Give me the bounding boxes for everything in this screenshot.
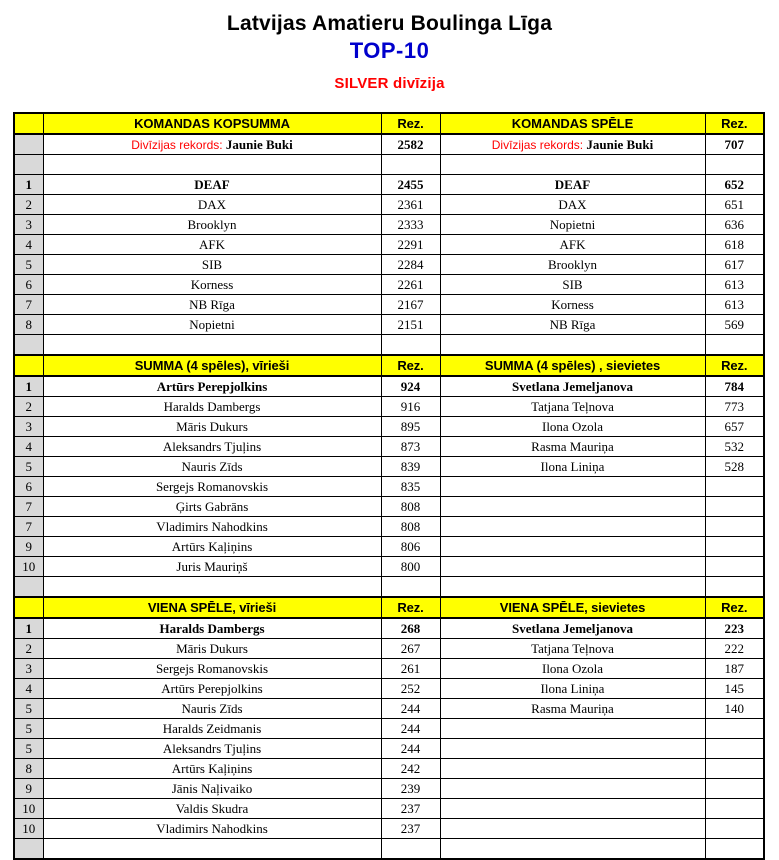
record-team-name: Jaunie Buki bbox=[586, 136, 654, 152]
section-header-rank-cell bbox=[14, 355, 43, 376]
row-rank: 3 bbox=[14, 215, 43, 235]
row-left-score: 2167 bbox=[381, 295, 440, 315]
row-right-score bbox=[705, 537, 764, 557]
row-left-name: DEAF bbox=[43, 175, 381, 195]
row-left-name: Vladimirs Nahodkins bbox=[43, 819, 381, 839]
results-table bbox=[13, 112, 765, 860]
title-block bbox=[0, 0, 779, 93]
row-left-score: 244 bbox=[381, 739, 440, 759]
row-right-score: 657 bbox=[705, 417, 764, 437]
row-rank: 5 bbox=[14, 739, 43, 759]
table-row[interactable] bbox=[14, 779, 764, 799]
row-right-name: Tatjana Teļnova bbox=[440, 639, 705, 659]
spacer-score-cell bbox=[381, 839, 440, 860]
spacer-row bbox=[14, 155, 764, 175]
row-right-name bbox=[440, 517, 705, 537]
row-rank: 8 bbox=[14, 759, 43, 779]
row-left-score: 244 bbox=[381, 719, 440, 739]
row-right-name: DEAF bbox=[440, 175, 705, 195]
division-label: SILVER divīzija bbox=[334, 75, 445, 92]
row-left-score: 237 bbox=[381, 799, 440, 819]
row-right-score: 784 bbox=[705, 376, 764, 397]
row-right-score bbox=[705, 779, 764, 799]
table-row[interactable] bbox=[14, 195, 764, 215]
spacer-name2-cell bbox=[440, 335, 705, 356]
row-rank: 5 bbox=[14, 719, 43, 739]
spacer-score-cell bbox=[381, 577, 440, 598]
row-right-score bbox=[705, 799, 764, 819]
row-right-score: 618 bbox=[705, 235, 764, 255]
row-right-name: Rasma Mauriņa bbox=[440, 699, 705, 719]
row-rank: 1 bbox=[14, 376, 43, 397]
row-left-score: 2151 bbox=[381, 315, 440, 335]
row-right-score: 613 bbox=[705, 295, 764, 315]
spacer-name2-cell bbox=[440, 577, 705, 598]
table-row[interactable] bbox=[14, 799, 764, 819]
row-rank: 9 bbox=[14, 537, 43, 557]
spacer-name-cell bbox=[43, 577, 381, 598]
row-left-score: 916 bbox=[381, 397, 440, 417]
row-left-score: 261 bbox=[381, 659, 440, 679]
row-left-name: Artūrs Kaļiņins bbox=[43, 759, 381, 779]
row-left-score: 808 bbox=[381, 497, 440, 517]
section-header-left-score-summa: Rez. bbox=[381, 355, 440, 376]
section-header-right-teams: KOMANDAS SPĒLE bbox=[440, 113, 705, 134]
row-left-name: DAX bbox=[43, 195, 381, 215]
section-header-rank-cell bbox=[14, 113, 43, 134]
spacer-score-cell bbox=[381, 335, 440, 356]
table-row[interactable] bbox=[14, 699, 764, 719]
row-rank: 7 bbox=[14, 517, 43, 537]
row-left-name: Nauris Zīds bbox=[43, 699, 381, 719]
results-table-body bbox=[14, 113, 764, 859]
row-left-score: 237 bbox=[381, 819, 440, 839]
row-left-name: Nauris Zīds bbox=[43, 457, 381, 477]
section-header-right-score-viena-spele: Rez. bbox=[705, 597, 764, 618]
row-right-name bbox=[440, 739, 705, 759]
row-rank: 7 bbox=[14, 497, 43, 517]
spacer-name2-cell bbox=[440, 839, 705, 860]
row-rank: 5 bbox=[14, 699, 43, 719]
spacer-name2-cell bbox=[440, 155, 705, 175]
section-header-left-viena-spele: VIENA SPĒLE, vīrieši bbox=[43, 597, 381, 618]
table-row[interactable] bbox=[14, 517, 764, 537]
row-right-name: Ilona Liniņa bbox=[440, 679, 705, 699]
row-left-score: 2455 bbox=[381, 175, 440, 195]
table-row[interactable] bbox=[14, 275, 764, 295]
section-header-row-teams bbox=[14, 113, 764, 134]
table-row[interactable] bbox=[14, 557, 764, 577]
row-right-name: Ilona Liniņa bbox=[440, 457, 705, 477]
row-right-name bbox=[440, 537, 705, 557]
table-row[interactable] bbox=[14, 255, 764, 275]
row-rank: 1 bbox=[14, 618, 43, 639]
row-right-score: 652 bbox=[705, 175, 764, 195]
spacer-name-cell bbox=[43, 839, 381, 860]
row-left-name: Aleksandrs Tjuļins bbox=[43, 739, 381, 759]
row-left-score: 252 bbox=[381, 679, 440, 699]
row-right-score: 636 bbox=[705, 215, 764, 235]
row-right-score bbox=[705, 517, 764, 537]
row-right-score bbox=[705, 759, 764, 779]
table-row[interactable] bbox=[14, 175, 764, 195]
row-rank: 4 bbox=[14, 235, 43, 255]
row-right-score: 617 bbox=[705, 255, 764, 275]
row-right-name bbox=[440, 819, 705, 839]
section-header-right-score-teams: Rez. bbox=[705, 113, 764, 134]
row-left-name: Vladimirs Nahodkins bbox=[43, 517, 381, 537]
row-right-score: 223 bbox=[705, 618, 764, 639]
row-right-score bbox=[705, 819, 764, 839]
row-left-name: Valdis Skudra bbox=[43, 799, 381, 819]
section-header-left-teams: KOMANDAS KOPSUMMA bbox=[43, 113, 381, 134]
row-left-name: Haralds Dambergs bbox=[43, 397, 381, 417]
row-right-score: 773 bbox=[705, 397, 764, 417]
row-rank: 6 bbox=[14, 275, 43, 295]
row-rank: 8 bbox=[14, 315, 43, 335]
section-header-row-summa bbox=[14, 355, 764, 376]
row-left-score: 244 bbox=[381, 699, 440, 719]
row-rank: 2 bbox=[14, 195, 43, 215]
row-left-score: 2333 bbox=[381, 215, 440, 235]
table-row[interactable] bbox=[14, 679, 764, 699]
row-left-score: 873 bbox=[381, 437, 440, 457]
row-right-name: NB Rīga bbox=[440, 315, 705, 335]
row-right-name: Ilona Ozola bbox=[440, 659, 705, 679]
row-right-name: Nopietni bbox=[440, 215, 705, 235]
table-row[interactable] bbox=[14, 457, 764, 477]
row-left-name: AFK bbox=[43, 235, 381, 255]
row-right-score: 140 bbox=[705, 699, 764, 719]
row-left-score: 806 bbox=[381, 537, 440, 557]
section-header-row-viena-spele bbox=[14, 597, 764, 618]
row-right-name bbox=[440, 719, 705, 739]
row-right-name bbox=[440, 477, 705, 497]
row-left-name: Artūrs Perepjolkins bbox=[43, 679, 381, 699]
row-right-score: 145 bbox=[705, 679, 764, 699]
row-rank: 6 bbox=[14, 477, 43, 497]
row-right-name bbox=[440, 759, 705, 779]
row-left-score: 268 bbox=[381, 618, 440, 639]
row-right-name bbox=[440, 497, 705, 517]
table-row[interactable] bbox=[14, 759, 764, 779]
row-left-score: 808 bbox=[381, 517, 440, 537]
row-rank: 5 bbox=[14, 255, 43, 275]
row-right-name: Svetlana Jemeljanova bbox=[440, 376, 705, 397]
row-left-name: Juris Mauriņš bbox=[43, 557, 381, 577]
table-row[interactable] bbox=[14, 215, 764, 235]
row-left-name: Māris Dukurs bbox=[43, 417, 381, 437]
record-right-score: 707 bbox=[705, 134, 764, 155]
division-record-row bbox=[14, 134, 764, 155]
table-row[interactable] bbox=[14, 537, 764, 557]
spacer-row bbox=[14, 839, 764, 860]
row-right-name: SIB bbox=[440, 275, 705, 295]
row-left-name: Jānis Naļivaiko bbox=[43, 779, 381, 799]
results-sheet bbox=[13, 112, 763, 860]
row-rank: 3 bbox=[14, 659, 43, 679]
table-row[interactable] bbox=[14, 376, 764, 397]
row-left-score: 267 bbox=[381, 639, 440, 659]
record-left-cell bbox=[43, 134, 381, 155]
spacer-score2-cell bbox=[705, 335, 764, 356]
row-left-name: SIB bbox=[43, 255, 381, 275]
section-header-right-score-summa: Rez. bbox=[705, 355, 764, 376]
row-right-score: 222 bbox=[705, 639, 764, 659]
row-left-name: Nopietni bbox=[43, 315, 381, 335]
section-header-rank-cell bbox=[14, 597, 43, 618]
row-right-score bbox=[705, 739, 764, 759]
table-row[interactable] bbox=[14, 315, 764, 335]
row-rank: 10 bbox=[14, 799, 43, 819]
row-left-score: 2284 bbox=[381, 255, 440, 275]
row-left-name: Aleksandrs Tjuļins bbox=[43, 437, 381, 457]
page-subtitle: TOP-10 bbox=[349, 38, 430, 63]
table-row[interactable] bbox=[14, 295, 764, 315]
record-label: Divīzijas rekords: bbox=[131, 137, 226, 152]
table-row[interactable] bbox=[14, 497, 764, 517]
table-row[interactable] bbox=[14, 719, 764, 739]
spacer-score2-cell bbox=[705, 577, 764, 598]
spacer-score-cell bbox=[381, 155, 440, 175]
section-header-left-summa: SUMMA (4 spēles), vīrieši bbox=[43, 355, 381, 376]
row-left-score: 239 bbox=[381, 779, 440, 799]
section-header-left-score-teams: Rez. bbox=[381, 113, 440, 134]
row-rank: 10 bbox=[14, 819, 43, 839]
row-right-score: 613 bbox=[705, 275, 764, 295]
row-right-name bbox=[440, 779, 705, 799]
row-left-score: 2361 bbox=[381, 195, 440, 215]
table-row[interactable] bbox=[14, 437, 764, 457]
table-row[interactable] bbox=[14, 397, 764, 417]
table-row[interactable] bbox=[14, 477, 764, 497]
row-right-name bbox=[440, 557, 705, 577]
row-right-score: 532 bbox=[705, 437, 764, 457]
table-row[interactable] bbox=[14, 739, 764, 759]
row-left-name: Brooklyn bbox=[43, 215, 381, 235]
row-right-score bbox=[705, 557, 764, 577]
spacer-score2-cell bbox=[705, 155, 764, 175]
row-left-score: 2291 bbox=[381, 235, 440, 255]
table-row[interactable] bbox=[14, 235, 764, 255]
row-left-name: Haralds Zeidmanis bbox=[43, 719, 381, 739]
record-label: Divīzijas rekords: bbox=[491, 137, 587, 152]
row-left-score: 835 bbox=[381, 477, 440, 497]
table-row[interactable] bbox=[14, 618, 764, 639]
record-rank-cell bbox=[14, 134, 43, 155]
section-header-right-summa: SUMMA (4 spēles) , sievietes bbox=[440, 355, 705, 376]
row-left-score: 2261 bbox=[381, 275, 440, 295]
table-row[interactable] bbox=[14, 639, 764, 659]
row-right-score: 651 bbox=[705, 195, 764, 215]
spacer-row bbox=[14, 577, 764, 598]
row-left-score: 839 bbox=[381, 457, 440, 477]
row-rank: 4 bbox=[14, 679, 43, 699]
spacer-score2-cell bbox=[705, 839, 764, 860]
row-rank: 7 bbox=[14, 295, 43, 315]
row-left-name: Korness bbox=[43, 275, 381, 295]
page-title: Latvijas Amatieru Boulinga Līga bbox=[226, 12, 553, 35]
row-right-name: Ilona Ozola bbox=[440, 417, 705, 437]
row-rank: 9 bbox=[14, 779, 43, 799]
section-header-left-score-viena-spele: Rez. bbox=[381, 597, 440, 618]
row-right-score: 187 bbox=[705, 659, 764, 679]
record-left-score: 2582 bbox=[381, 134, 440, 155]
row-right-name: DAX bbox=[440, 195, 705, 215]
row-right-score bbox=[705, 497, 764, 517]
row-left-name: Haralds Dambergs bbox=[43, 618, 381, 639]
spacer-name-cell bbox=[43, 155, 381, 175]
spacer-name-cell bbox=[43, 335, 381, 356]
row-rank: 5 bbox=[14, 457, 43, 477]
row-left-name: Sergejs Romanovskis bbox=[43, 477, 381, 497]
row-left-name: Māris Dukurs bbox=[43, 639, 381, 659]
row-left-score: 242 bbox=[381, 759, 440, 779]
row-left-name: Artūrs Perepjolkins bbox=[43, 376, 381, 397]
spacer-row bbox=[14, 335, 764, 356]
table-row[interactable] bbox=[14, 659, 764, 679]
spacer-rank-cell bbox=[14, 839, 43, 860]
row-right-name: Brooklyn bbox=[440, 255, 705, 275]
table-row[interactable] bbox=[14, 819, 764, 839]
row-right-score bbox=[705, 477, 764, 497]
row-left-name: Artūrs Kaļiņins bbox=[43, 537, 381, 557]
row-left-score: 800 bbox=[381, 557, 440, 577]
row-right-name: Svetlana Jemeljanova bbox=[440, 618, 705, 639]
row-right-score: 528 bbox=[705, 457, 764, 477]
row-rank: 2 bbox=[14, 397, 43, 417]
row-rank: 3 bbox=[14, 417, 43, 437]
row-left-name: NB Rīga bbox=[43, 295, 381, 315]
row-left-score: 924 bbox=[381, 376, 440, 397]
spacer-rank-cell bbox=[14, 155, 43, 175]
row-left-name: Sergejs Romanovskis bbox=[43, 659, 381, 679]
row-right-name: AFK bbox=[440, 235, 705, 255]
record-right-cell bbox=[440, 134, 705, 155]
row-rank: 2 bbox=[14, 639, 43, 659]
table-row[interactable] bbox=[14, 417, 764, 437]
row-right-name: Tatjana Teļnova bbox=[440, 397, 705, 417]
row-right-name bbox=[440, 799, 705, 819]
row-rank: 1 bbox=[14, 175, 43, 195]
section-header-right-viena-spele: VIENA SPĒLE, sievietes bbox=[440, 597, 705, 618]
row-rank: 4 bbox=[14, 437, 43, 457]
spacer-rank-cell bbox=[14, 577, 43, 598]
row-right-name: Rasma Mauriņa bbox=[440, 437, 705, 457]
row-right-name: Korness bbox=[440, 295, 705, 315]
row-rank: 10 bbox=[14, 557, 43, 577]
row-left-name: Ģirts Gabrāns bbox=[43, 497, 381, 517]
record-team-name: Jaunie Buki bbox=[225, 136, 293, 152]
row-right-score: 569 bbox=[705, 315, 764, 335]
row-left-score: 895 bbox=[381, 417, 440, 437]
row-right-score bbox=[705, 719, 764, 739]
spacer-rank-cell bbox=[14, 335, 43, 356]
